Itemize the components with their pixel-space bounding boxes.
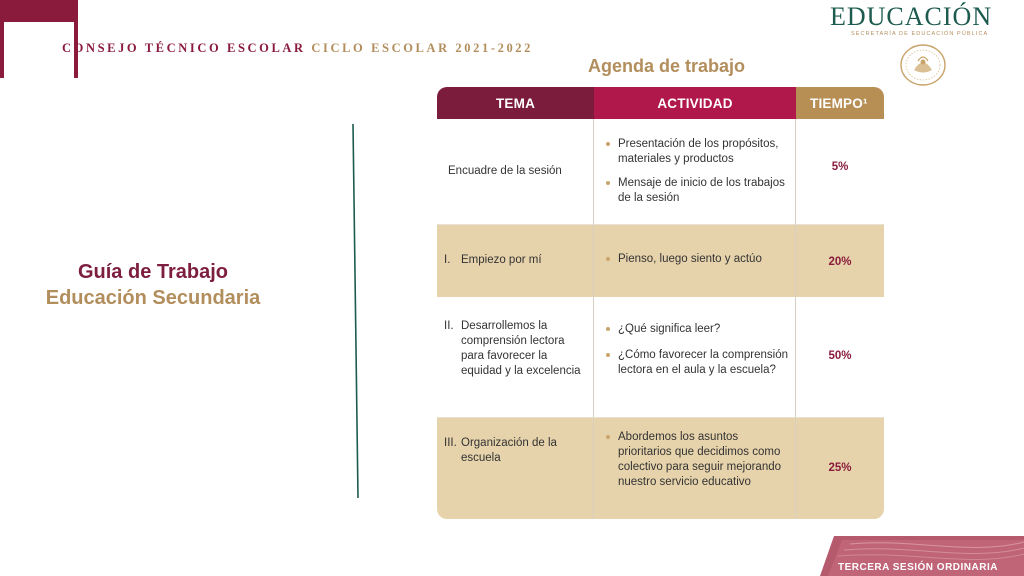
time-cell: 25% [828, 462, 852, 474]
table-row [437, 297, 884, 418]
guide-title: Guía de Trabajo [77, 261, 229, 283]
activity-item: Presentación de los propósitos, materiales y productos [602, 137, 789, 167]
session-label: TERCERA SESIÓN ORDINARIA [838, 562, 998, 573]
cycle-text: CICLO ESCOLAR 2021-2022 [311, 41, 533, 55]
activity-item: Mensaje de inicio de los trabajos de la sesión [602, 176, 789, 206]
topic-text: Organización de la escuela [461, 437, 557, 464]
topic-text: Desarrollemos la comprensión lectora para favorecer la equidad y la excelencia [461, 320, 581, 377]
activity-cell [594, 225, 796, 297]
council-text: CONSEJO TÉCNICO ESCOLAR [62, 41, 306, 55]
activity-item: ¿Cómo favorecer la comprensión lectora en el aula y la escuela? [602, 348, 789, 378]
topic-cell [437, 418, 594, 519]
education-logo: EDUCACIÓN [830, 2, 993, 31]
topic-number: I. [444, 254, 451, 266]
table-row [437, 418, 884, 519]
table-row [437, 119, 884, 225]
table-header [437, 87, 884, 119]
vertical-divider [350, 122, 362, 502]
activity-cell [594, 297, 796, 418]
activity-item: ¿Qué significa leer? [602, 322, 789, 337]
column-header-time: TIEMPO¹ [796, 87, 884, 119]
time-cell: 20% [828, 255, 852, 268]
time-cell: 5% [796, 119, 884, 225]
agenda-title: Agenda de trabajo [588, 56, 746, 76]
topic-cell: Encuadre de la sesión [437, 119, 594, 225]
corner-decoration [0, 0, 78, 78]
activity-cell [594, 418, 796, 519]
topic-cell [437, 297, 594, 418]
topic-number: III. [444, 437, 457, 449]
table-row [437, 225, 884, 297]
column-header-topic: TEMA [437, 87, 594, 119]
activity-item: Abordemos los asuntos prioritarios que decidimos como colectivo para seguir mejorando nuestro servicio educativo [602, 430, 789, 490]
activity-item: Pienso, luego siento y actúo [602, 252, 789, 267]
time-cell: 50% [796, 297, 884, 418]
national-seal-icon [898, 43, 948, 87]
topic-cell [437, 225, 594, 297]
header-title [62, 41, 533, 56]
guide-subtitle: Educación Secundaria [45, 287, 261, 309]
activity-cell [594, 119, 796, 225]
education-logo-subtitle: SECRETARÍA DE EDUCACIÓN PÚBLICA [851, 31, 989, 37]
agenda-table [437, 87, 884, 519]
topic-text: Empiezo por mí [461, 254, 542, 266]
topic-number: II. [444, 320, 454, 332]
column-header-activity: ACTIVIDAD [594, 87, 796, 119]
